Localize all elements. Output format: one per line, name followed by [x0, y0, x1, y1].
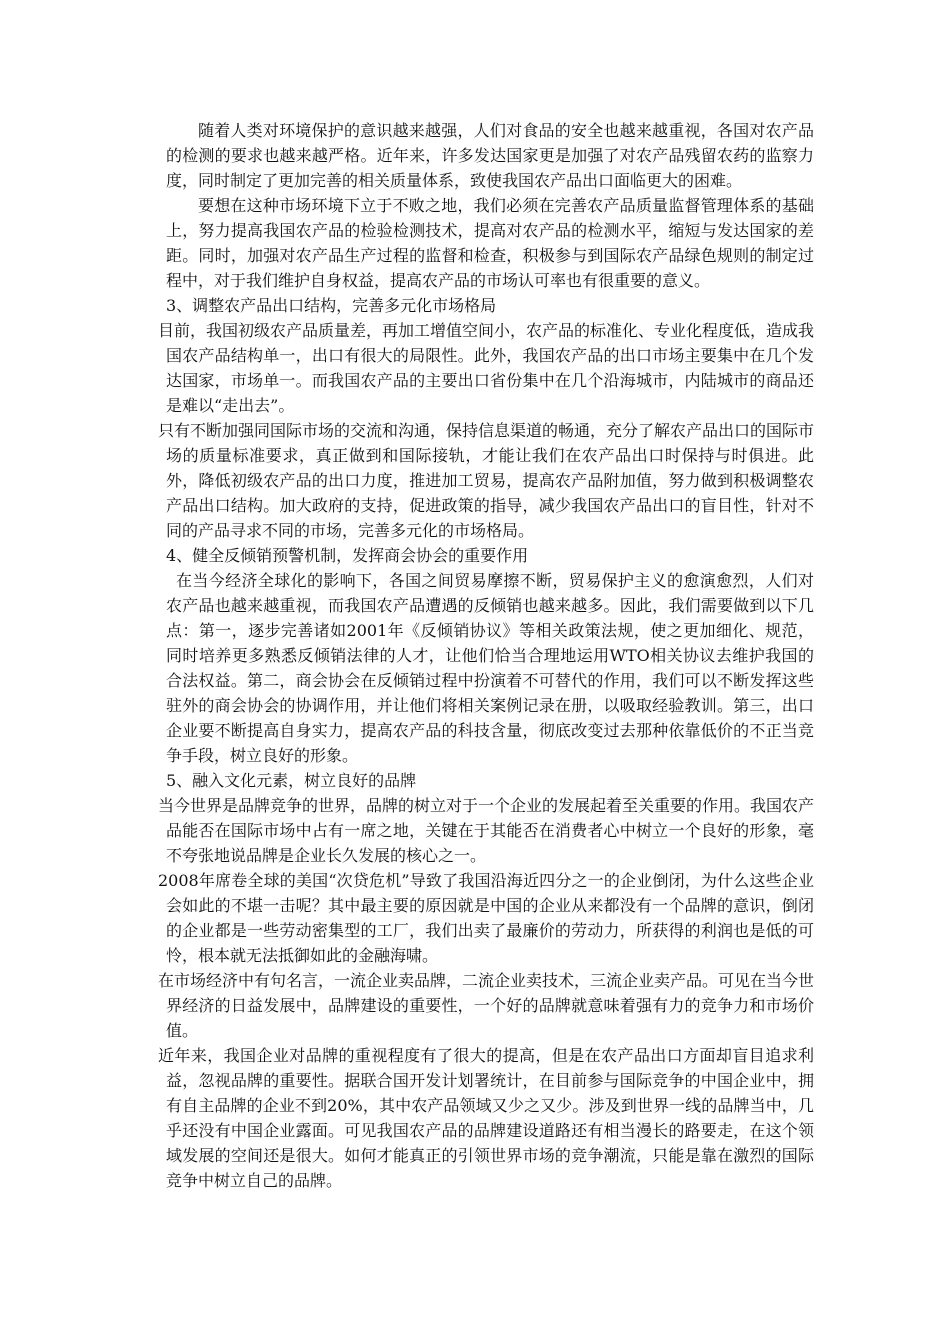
paragraph-quality-supervision: 要想在这种市场环境下立于不败之地，我们必须在完善农产品质量监督管理体系的基础上，努力提高我国农产品的检验检测技术，提高对农产品的检测水平，缩短与发达国家的差距。同时，加强对农产品生产过程的监督和检查，积极参与到国际农产品绿色规则的制定过程中，对于我们维护自身权益，提高农产品的市场认可率也有很重要的意义。 [166, 196, 814, 290]
section-heading-5: 5、融入文化元素，树立良好的品牌 [166, 771, 417, 790]
paragraph-international-market: 只有不断加强同国际市场的交流和沟通，保持信息渠道的畅通，充分了解农产品出口的国际市场的质量标准要求，真正做到和国际接轨，才能让我们在农产品出口时保持与时俱进。此外，降低初级农产品的出口力度，推进加工贸易，提高农产品附加值，努力做到积极调整农产品出口结构。加大政府的支持，促进政策的指导，减少我国农产品出口的盲目性，针对不同的产品寻求不同的市场，完善多元化的市场格局。 [158, 421, 815, 540]
paragraph-market-saying: 在市场经济中有句名言，一流企业卖品牌，二流企业卖技术，三流企业卖产品。可见在当今世界经济的日益发展中，品牌建设的重要性，一个好的品牌就意味着强有力的竞争力和市场价值。 [158, 971, 815, 1040]
paragraph-brand-building: 近年来，我国企业对品牌的重视程度有了很大的提高，但是在农产品出口方面却盲目追求利益，忽视品牌的重要性。据联合国开发计划署统计，在目前参与国际竞争的中国企业中，拥有自主品牌的企业不到20%，其中农产品领域又少之又少。涉及到世界一线的品牌当中，几乎还没有中国企业露面。可见我国农产品的品牌建设道路还有相当漫长的路要走，在这个领域发展的空间还是很大。如何才能真正的引领世界市场的竞争潮流，只能是靠在激烈的国际竞争中树立自己的品牌。 [158, 1046, 814, 1190]
paragraph-export-structure: 目前，我国初级农产品质量差，再加工增值空间小，农产品的标准化、专业化程度低，造成我国农产品结构单一，出口有很大的局限性。此外，我国农产品的出口市场主要集中在几个发达国家，市场单一。而我国农产品的主要出口省份集中在几个沿海城市，内陆城市的商品还是难以“走出去”。 [158, 321, 815, 415]
paragraph-food-safety: 随着人类对环境保护的意识越来越强，人们对食品的安全也越来越重视，各国对农产品的检测的要求也越来越严格。近年来，许多发达国家更是加强了对农产品残留农药的监察力度，同时制定了更加完善的相关质量体系，致使我国农产品出口面临更大的困难。 [166, 121, 814, 190]
paragraph-anti-dumping: 在当今经济全球化的影响下，各国之间贸易摩擦不断，贸易保护主义的愈演愈烈，人们对农产品也越来越重视，而我国农产品遭遇的反倾销也越来越多。因此，我们需要做到以下几点：第一，逐步完善诸如2001年《反倾销协议》等相关政策法规，使之更加细化、规范，同时培养更多熟悉反倾销法律的人才，让他们恰当合理地运用WTO相关协议去维护我国的合法权益。第二，商会协会在反倾销过程中扮演着不可替代的作用，我们可以不断发挥这些驻外的商会协会的协调作用，并让他们将相关案例记录在册，以吸取经验教训。第三，出口企业要不断提高自身实力，提高农产品的科技含量，彻底改变过去那种依靠低价的不正当竞争手段，树立良好的形象。 [166, 571, 814, 765]
document-body [158, 118, 815, 1193]
paragraph-brand-competition: 当今世界是品牌竞争的世界，品牌的树立对于一个企业的发展起着至关重要的作用。我国农产品能否在国际市场中占有一席之地，关键在于其能否在消费者心中树立一个良好的形象，毫不夸张地说品牌是企业长久发展的核心之一。 [158, 796, 815, 865]
section-heading-4: 4、健全反倾销预警机制，发挥商会协会的重要作用 [166, 546, 529, 565]
section-heading-3: 3、调整农产品出口结构，完善多元化市场格局 [166, 296, 497, 315]
paragraph-subprime-crisis: 2008年席卷全球的美国“次贷危机”导致了我国沿海近四分之一的企业倒闭，为什么这些企业会如此的不堪一击呢？其中最主要的原因就是中国的企业从来都没有一个品牌的意识，倒闭的企业都是一些劳动密集型的工厂，我们出卖了最廉价的劳动力，所获得的利润也是低的可怜，根本就无法抵御如此的金融海啸。 [158, 871, 814, 965]
